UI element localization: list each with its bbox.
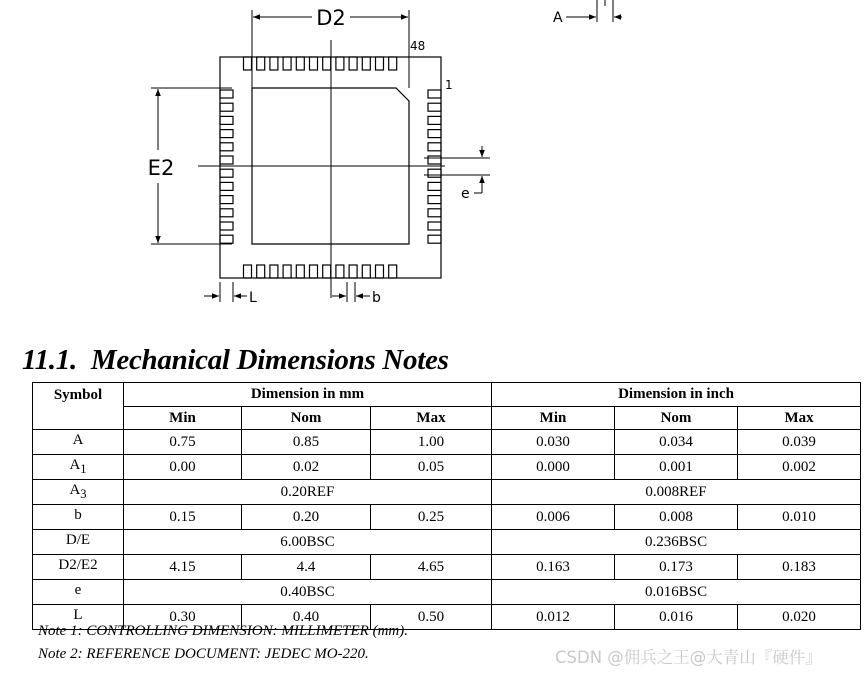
value-cell: 0.30 <box>124 605 242 630</box>
inch-header: Dimension in inch <box>492 383 861 407</box>
table-header-row <box>33 383 861 407</box>
value-cell: 0.039 <box>738 430 861 455</box>
pad <box>349 265 357 278</box>
pad <box>376 265 384 278</box>
pad <box>310 265 318 278</box>
pad <box>428 156 441 164</box>
value-cell: 0.001 <box>615 455 738 480</box>
pad <box>220 90 233 98</box>
label-b: b <box>372 290 381 306</box>
value-cell: 0.008 <box>615 505 738 530</box>
pad <box>220 196 233 204</box>
subheader-inch-min: Min <box>492 406 615 430</box>
subheader-inch-max: Max <box>738 406 861 430</box>
value-cell-span: 0.40BSC <box>124 580 492 605</box>
pad <box>244 57 252 70</box>
label-a: A <box>553 10 563 26</box>
value-cell-span: 0.008REF <box>492 480 861 505</box>
pad <box>428 90 441 98</box>
table-row <box>33 580 861 605</box>
symbol-header: Symbol <box>33 383 124 430</box>
label-l: L <box>249 290 257 306</box>
pad <box>336 265 344 278</box>
pad <box>296 57 304 70</box>
table-row <box>33 455 861 480</box>
label-pin-1: 1 <box>445 78 453 92</box>
mm-header: Dimension in mm <box>124 383 492 407</box>
subheader-mm-nom: Nom <box>242 406 371 430</box>
pad <box>428 182 441 190</box>
value-cell: 0.40 <box>242 605 371 630</box>
value-cell: 0.183 <box>738 555 861 580</box>
pad <box>323 265 331 278</box>
pad <box>428 130 441 138</box>
value-cell: 0.75 <box>124 430 242 455</box>
pad <box>220 143 233 151</box>
value-cell: 4.4 <box>242 555 371 580</box>
pad <box>428 116 441 124</box>
pad <box>336 57 344 70</box>
table-row <box>33 555 861 580</box>
value-cell-span: 6.00BSC <box>124 530 492 555</box>
value-cell-span: 0.016BSC <box>492 580 861 605</box>
pad <box>270 265 278 278</box>
pad <box>220 235 233 243</box>
symbol-cell: D2/E2 <box>33 555 124 580</box>
value-cell-span: 0.20REF <box>124 480 492 505</box>
subheader-mm-max: Max <box>371 406 492 430</box>
pad <box>349 57 357 70</box>
symbol-cell: D/E <box>33 530 124 555</box>
pad <box>220 156 233 164</box>
pads-bottom <box>244 265 397 278</box>
value-cell: 0.030 <box>492 430 615 455</box>
subheader-inch-nom: Nom <box>615 406 738 430</box>
note-2: Note 2: REFERENCE DOCUMENT: JEDEC MO-220. <box>38 646 369 662</box>
pad <box>220 209 233 217</box>
pad <box>428 209 441 217</box>
value-cell: 0.85 <box>242 430 371 455</box>
label-pin-48: 48 <box>410 39 426 53</box>
pad <box>310 57 318 70</box>
symbol-cell: $A_1$ <box>33 455 124 480</box>
table-row <box>33 430 861 455</box>
pad <box>220 182 233 190</box>
pad <box>389 57 397 70</box>
section-number: 11.1. <box>22 344 77 376</box>
pad <box>257 265 265 278</box>
value-cell: 0.012 <box>492 605 615 630</box>
pad <box>220 103 233 111</box>
pad <box>376 57 384 70</box>
dimensions-table <box>32 382 861 630</box>
pad <box>428 143 441 151</box>
value-cell: 1.00 <box>371 430 492 455</box>
value-cell: 0.034 <box>615 430 738 455</box>
value-cell: 0.002 <box>738 455 861 480</box>
pad <box>428 235 441 243</box>
table-row <box>33 530 861 555</box>
section-heading <box>22 344 449 377</box>
label-e: e <box>461 186 470 202</box>
symbol-cell: A <box>33 430 124 455</box>
pad <box>428 196 441 204</box>
pad <box>257 57 265 70</box>
pad <box>428 169 441 177</box>
pad <box>220 222 233 230</box>
value-cell: 0.016 <box>615 605 738 630</box>
pad <box>428 222 441 230</box>
value-cell-span: 0.236BSC <box>492 530 861 555</box>
table-row <box>33 505 861 530</box>
pad <box>389 265 397 278</box>
value-cell: 4.15 <box>124 555 242 580</box>
pad <box>220 116 233 124</box>
value-cell: 0.05 <box>371 455 492 480</box>
value-cell: 0.00 <box>124 455 242 480</box>
pad <box>362 265 370 278</box>
table-row <box>33 480 861 505</box>
subheader-mm-min: Min <box>124 406 242 430</box>
symbol-cell: $A_3$ <box>33 480 124 505</box>
pad <box>283 57 291 70</box>
symbol-cell: L <box>33 605 124 630</box>
pads-left <box>220 90 233 243</box>
value-cell: 0.15 <box>124 505 242 530</box>
label-e2: E2 <box>147 156 175 180</box>
value-cell: 0.000 <box>492 455 615 480</box>
pad <box>244 265 252 278</box>
pad <box>362 57 370 70</box>
pad <box>296 265 304 278</box>
table-subheader-row <box>33 406 861 430</box>
section-title: Mechanical Dimensions Notes <box>90 344 449 376</box>
pad <box>270 57 278 70</box>
pad <box>220 169 233 177</box>
value-cell: 0.006 <box>492 505 615 530</box>
value-cell: 0.173 <box>615 555 738 580</box>
pad <box>283 265 291 278</box>
pad <box>323 57 331 70</box>
symbol-cell: e <box>33 580 124 605</box>
value-cell: 0.50 <box>371 605 492 630</box>
value-cell: 0.020 <box>738 605 861 630</box>
note-1: Note 1: CONTROLLING DIMENSION: MILLIMETER (mm). <box>38 623 408 639</box>
pads-top <box>244 57 397 70</box>
value-cell: 0.25 <box>371 505 492 530</box>
pads-right <box>428 90 441 243</box>
value-cell: 0.010 <box>738 505 861 530</box>
value-cell: 4.65 <box>371 555 492 580</box>
label-d2: D2 <box>316 6 346 30</box>
symbol-cell: b <box>33 505 124 530</box>
value-cell: 0.02 <box>242 455 371 480</box>
value-cell: 0.163 <box>492 555 615 580</box>
watermark: CSDN @佣兵之王@大青山『硬件』 <box>555 648 822 667</box>
pad <box>428 103 441 111</box>
pad <box>220 130 233 138</box>
value-cell: 0.20 <box>242 505 371 530</box>
